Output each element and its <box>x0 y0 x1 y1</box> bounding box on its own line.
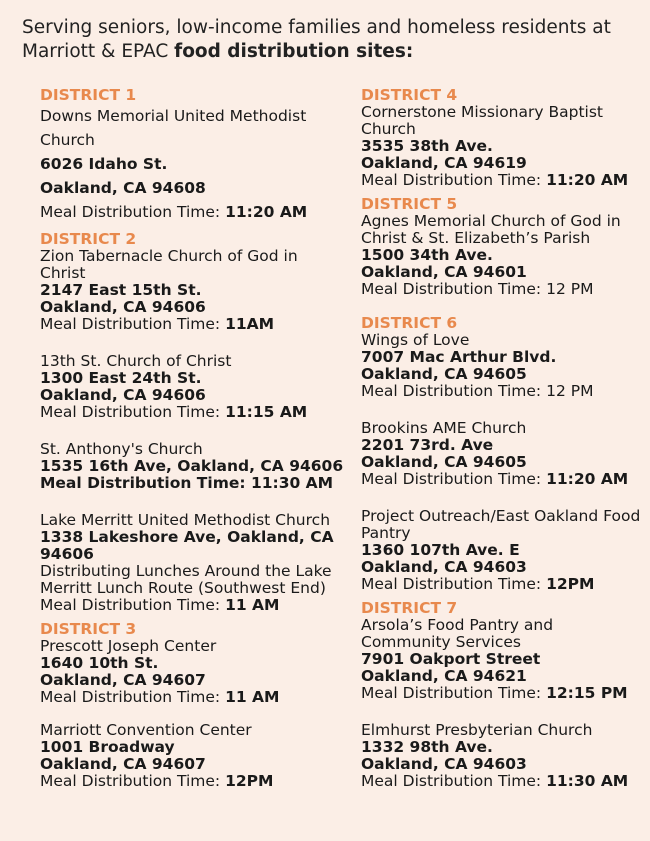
site-address-street: 2147 East 15th St. <box>40 281 202 299</box>
site-address-street: 1001 Broadway <box>40 738 175 756</box>
site-address-city: Oakland, CA 94605 <box>361 453 527 471</box>
site-name: Lake Merritt United Methodist Church <box>40 511 331 529</box>
meal-time: Meal Distribution Time: 12 PM <box>361 280 594 298</box>
meal-time: Meal Distribution Time: 11:20 AM <box>40 203 308 221</box>
site-note: Distributing Lunches Around the Lake Merritt Lunch Route (Southwest End) <box>40 562 332 597</box>
site-address-city: Oakland, CA 94606 <box>40 386 206 404</box>
meal-time: Meal Distribution Time: 12PM <box>40 772 274 790</box>
intro-bold: food distribution sites: <box>174 41 414 62</box>
site-address-city: Oakland, CA 94606 <box>40 298 206 316</box>
site-address-street: 1300 East 24th St. <box>40 369 202 387</box>
site-marriott-convention <box>40 722 345 790</box>
site-downs-memorial <box>40 104 345 224</box>
site-name: Arsola’s Food Pantry and Community Services <box>361 616 554 651</box>
district-3-heading: DISTRICT 3 <box>40 620 137 638</box>
site-elmhurst-presbyterian <box>361 722 641 790</box>
site-cornerstone <box>361 104 641 189</box>
site-name: 13th St. Church of Christ <box>40 352 232 370</box>
district-7-heading: DISTRICT 7 <box>361 599 458 617</box>
site-zion-tabernacle <box>40 248 345 333</box>
site-name: Elmhurst Presbyterian Church <box>361 721 593 739</box>
site-address-city: Oakland, CA 94603 <box>361 755 527 773</box>
site-address-street: 7007 Mac Arthur Blvd. <box>361 348 557 366</box>
site-name: Cornerstone Missionary Baptist Church <box>361 103 603 138</box>
site-address-street: 1640 10th St. <box>40 654 159 672</box>
meal-time: Meal Distribution Time: 11 AM <box>40 596 280 614</box>
site-prescott-joseph <box>40 638 345 706</box>
site-address-street: 7901 Oakport Street <box>361 650 541 668</box>
site-address-city: Oakland, CA 94607 <box>40 671 206 689</box>
district-4-heading: DISTRICT 4 <box>361 86 458 104</box>
site-address: 1338 Lakeshore Ave, Oakland, CA 94606 <box>40 528 334 563</box>
site-wings-of-love <box>361 332 641 400</box>
site-address-street: 1500 34th Ave. <box>361 246 493 264</box>
site-address-city: Oakland, CA 94603 <box>361 558 527 576</box>
site-name: Agnes Memorial Church of God in Christ & St. Elizabeth’s Parish <box>361 212 621 247</box>
site-address-street: 3535 38th Ave. <box>361 137 493 155</box>
meal-time: Meal Distribution Time: 11:30 AM <box>361 772 629 790</box>
left-column <box>40 86 345 790</box>
site-name: Downs Memorial United Methodist Church <box>40 107 307 149</box>
site-address-city: Oakland, CA 94621 <box>361 667 527 685</box>
meal-time: Meal Distribution Time: 11 AM <box>40 688 280 706</box>
site-address-street: 1332 98th Ave. <box>361 738 493 756</box>
district-2-heading: DISTRICT 2 <box>40 230 137 248</box>
right-column <box>361 86 641 790</box>
site-name: Project Outreach/East Oakland Food Pantry <box>361 507 641 542</box>
site-project-outreach <box>361 508 641 593</box>
site-address-city: Oakland, CA 94601 <box>361 263 527 281</box>
site-address-city: Oakland, CA 94607 <box>40 755 206 773</box>
site-name: Wings of Love <box>361 331 470 349</box>
site-brookins-ame <box>361 420 641 488</box>
intro-plain: Serving seniors, low-income families and homeless residents at Marriott & EPAC <box>22 17 611 62</box>
site-name: Prescott Joseph Center <box>40 637 217 655</box>
site-st-anthonys <box>40 441 345 492</box>
site-address: 1535 16th Ave, Oakland, CA 94606 <box>40 457 344 475</box>
meal-time: Meal Distribution Time: 12:15 PM <box>361 684 628 702</box>
meal-time: Meal Distribution Time: 12 PM <box>361 382 594 400</box>
meal-time: Meal Distribution Time: 11:20 AM <box>361 470 629 488</box>
site-agnes-memorial <box>361 213 641 298</box>
site-arsolas-food-pantry <box>361 617 641 702</box>
intro-text <box>22 16 632 64</box>
site-name: Zion Tabernacle Church of God in Christ <box>40 247 298 282</box>
meal-time: Meal Distribution Time: 11:30 AM <box>40 474 334 492</box>
site-name: St. Anthony's Church <box>40 440 203 458</box>
site-address-city: Oakland, CA 94605 <box>361 365 527 383</box>
meal-time: Meal Distribution Time: 11:20 AM <box>361 171 629 189</box>
site-13th-st-church <box>40 353 345 421</box>
meal-time: Meal Distribution Time: 11:15 AM <box>40 403 308 421</box>
district-6-heading: DISTRICT 6 <box>361 314 458 332</box>
meal-time: Meal Distribution Time: 11AM <box>40 315 275 333</box>
district-5-heading: DISTRICT 5 <box>361 195 458 213</box>
site-name: Brookins AME Church <box>361 419 527 437</box>
site-name: Marriott Convention Center <box>40 721 252 739</box>
site-address-city: Oakland, CA 94608 <box>40 179 206 197</box>
meal-time: Meal Distribution Time: 12PM <box>361 575 595 593</box>
site-lake-merritt <box>40 512 345 614</box>
district-1-heading: DISTRICT 1 <box>40 86 137 104</box>
site-address-city: Oakland, CA 94619 <box>361 154 527 172</box>
site-address-street: 6026 Idaho St. <box>40 155 168 173</box>
site-address-street: 2201 73rd. Ave <box>361 436 494 454</box>
site-address-street: 1360 107th Ave. E <box>361 541 520 559</box>
